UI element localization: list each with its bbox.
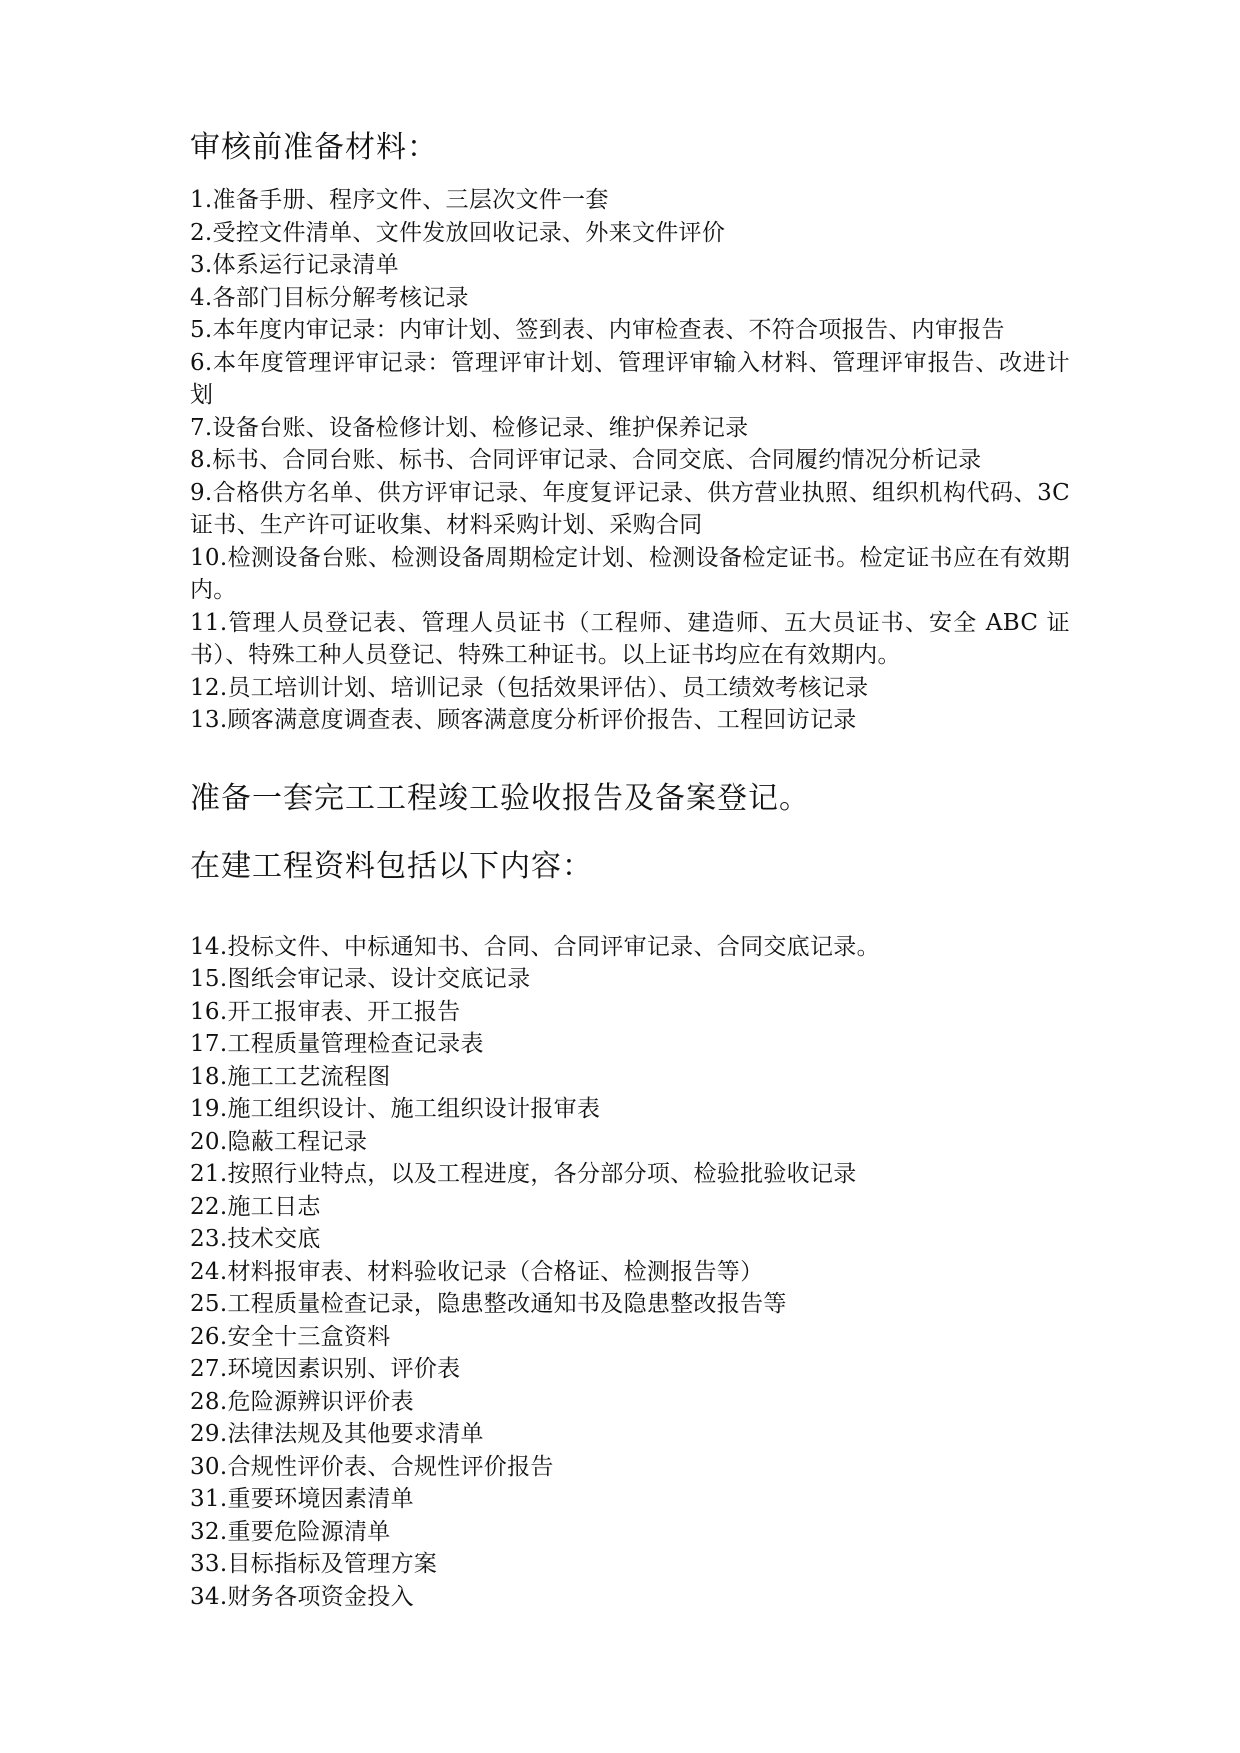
list-item: 34.财务各项资金投入 <box>190 1583 414 1610</box>
list-item: 19.施工组织设计、施工组织设计报审表 <box>190 1096 601 1122</box>
list-item: 25.工程质量检查记录，隐患整改通知书及隐患整改报告等 <box>190 1291 787 1317</box>
list-item: 27.环境因素识别、评价表 <box>190 1356 461 1382</box>
list-item: 7.设备台账、设备检修计划、检修记录、维护保养记录 <box>190 414 749 441</box>
list-item: 15.图纸会审记录、设计交底记录 <box>190 966 531 992</box>
list-item: 9.合格供方名单、供方评审记录、年度复评记录、供方营业执照、组织机构代码、3C 证书、生产许可证收集、材料采购计划、采购合同 <box>190 479 1070 538</box>
list-item: 18.施工工艺流程图 <box>190 1063 391 1090</box>
list-item: 17.工程质量管理检查记录表 <box>190 1031 484 1057</box>
list-item: 13.顾客满意度调查表、顾客满意度分析评价报告、工程回访记录 <box>190 707 857 733</box>
list-item: 26.安全十三盒资料 <box>190 1323 391 1350</box>
audit-prep-list <box>190 184 1070 737</box>
list-item: 10.检测设备台账、检测设备周期检定计划、检测设备检定证书。检定证书应在有效期内。 <box>190 544 1070 603</box>
list-item: 29.法律法规及其他要求清单 <box>190 1421 484 1447</box>
list-item: 31.重要环境因素清单 <box>190 1486 414 1512</box>
document-content <box>190 128 1070 1613</box>
list-item: 16.开工报审表、开工报告 <box>190 998 461 1025</box>
list-item: 8.标书、合同台账、标书、合同评审记录、合同交底、合同履约情况分析记录 <box>190 447 982 473</box>
list-item: 3.体系运行记录清单 <box>190 252 399 278</box>
ongoing-projects-list <box>190 931 1070 1614</box>
list-item: 28.危险源辨识评价表 <box>190 1388 414 1415</box>
list-item: 2.受控文件清单、文件发放回收记录、外来文件评价 <box>190 219 726 246</box>
list-item: 22.施工日志 <box>190 1193 321 1220</box>
list-item: 14.投标文件、中标通知书、合同、合同评审记录、合同交底记录。 <box>190 933 880 960</box>
section-heading-ongoing-projects: 在建工程资料包括以下内容： <box>190 848 593 884</box>
list-item: 1.准备手册、程序文件、三层次文件一套 <box>190 187 609 213</box>
list-item: 6.本年度管理评审记录：管理评审计划、管理评审输入材料、管理评审报告、改进计划 <box>190 349 1070 408</box>
list-item: 20.隐蔽工程记录 <box>190 1128 368 1155</box>
list-item: 4.各部门目标分解考核记录 <box>190 284 469 311</box>
section-heading-audit-prep: 审核前准备材料： <box>190 130 438 165</box>
list-item: 11.管理人员登记表、管理人员证书（工程师、建造师、五大员证书、安全 ABC 证书）、特殊工种人员登记、特殊工种证书。以上证书均应在有效期内。 <box>190 609 1070 668</box>
section-heading-completion-report: 准备一套完工工程竣工验收报告及备案登记。 <box>190 780 810 816</box>
list-item: 33.目标指标及管理方案 <box>190 1551 438 1577</box>
list-item: 21.按照行业特点，以及工程进度，各分部分项、检验批验收记录 <box>190 1161 857 1187</box>
list-item: 12.员工培训计划、培训记录（包括效果评估）、员工绩效考核记录 <box>190 674 869 701</box>
list-item: 5.本年度内审记录：内审计划、签到表、内审检查表、不符合项报告、内审报告 <box>190 317 1005 343</box>
list-item: 23.技术交底 <box>190 1226 321 1252</box>
list-item: 30.合规性评价表、合规性评价报告 <box>190 1453 554 1480</box>
list-item: 32.重要危险源清单 <box>190 1518 391 1545</box>
list-item: 24.材料报审表、材料验收记录（合格证、检测报告等） <box>190 1258 764 1285</box>
